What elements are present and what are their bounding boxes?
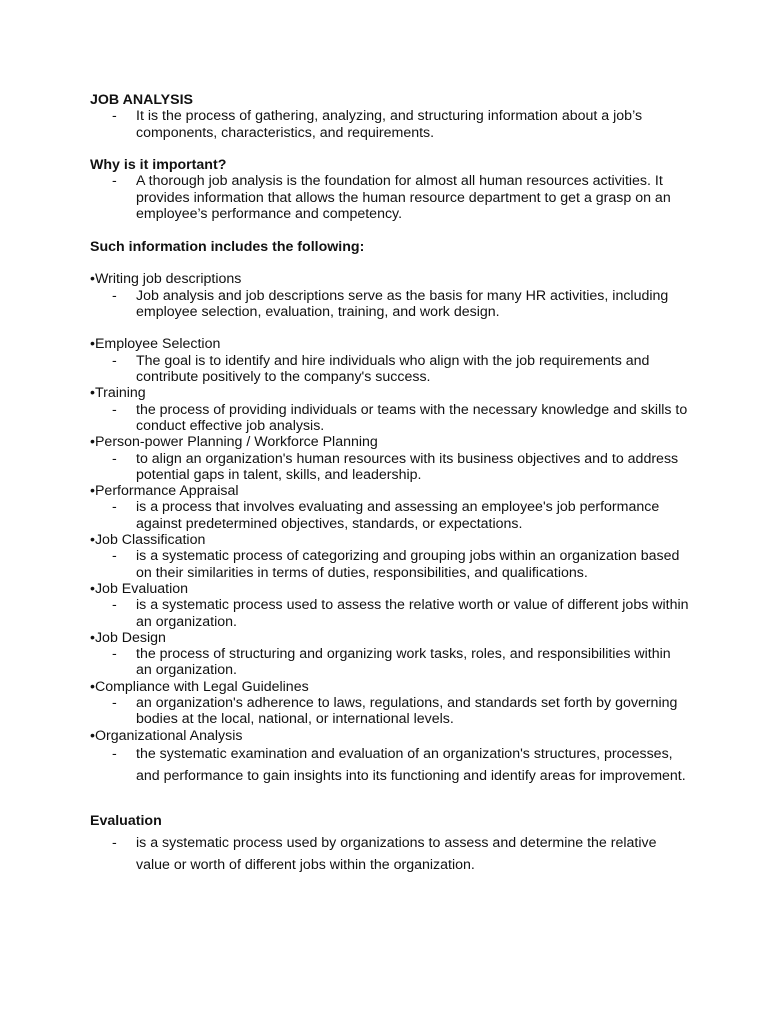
list-item-label: •Job Evaluation: [90, 580, 189, 597]
heading-information-includes: Such information includes the following:: [90, 238, 365, 255]
list-item-description: [90, 499, 690, 532]
list-item-description: [90, 402, 690, 435]
list-item-label: •Writing job descriptions: [90, 271, 242, 288]
list-item-text: the systematic examination and evaluation of an organization's structures, processes, and performance to gain insights into its functioning and identify areas for improvement.: [136, 745, 686, 784]
evaluation-text: is a systematic process used by organizations to assess and determine the relative value or worth of different jobs within the organization.: [136, 834, 657, 873]
dash-marker: -: [112, 597, 117, 614]
list-item-label: •Training: [90, 385, 146, 402]
list-item-label: •Job Classification: [90, 532, 206, 549]
dash-marker: -: [112, 694, 117, 711]
dash-marker: -: [112, 173, 117, 190]
dash-marker: -: [112, 548, 117, 565]
why-important-text: A thorough job analysis is the foundation for almost all human resources activities. It provides information that allows the human resource department to get a grasp on an employee’s performance and competency.: [136, 173, 671, 223]
dash-marker: -: [112, 745, 117, 762]
list-item-description: [90, 744, 690, 787]
list-item-label: •Employee Selection: [90, 336, 221, 353]
list-item-label: •Person-power Planning / Workforce Planning: [90, 434, 378, 451]
dash-marker: -: [112, 646, 117, 663]
list-item-label: •Organizational Analysis: [90, 727, 243, 744]
list-item-description: [90, 646, 690, 679]
list-item-description: [90, 288, 690, 321]
dash-marker: -: [112, 287, 117, 304]
list-item-description: [90, 695, 690, 728]
dash-marker: -: [112, 352, 117, 369]
dash-marker: -: [112, 499, 117, 516]
evaluation-item: [90, 833, 690, 876]
list-item-text: is a systematic process of categorizing and grouping jobs within an organization based on their similarities in terms of duties, responsibilities, and qualifications.: [136, 548, 680, 581]
list-item-label: •Compliance with Legal Guidelines: [90, 678, 309, 695]
list-item-text: an organization's adherence to laws, regulations, and standards set forth by governing bodies at the local, national, or international levels.: [136, 694, 678, 728]
heading-job-analysis: JOB ANALYSIS: [90, 92, 194, 108]
dash-marker: -: [112, 450, 117, 467]
dash-marker: -: [112, 834, 117, 851]
list-item-description: [90, 451, 690, 484]
list-item-text: is a process that involves evaluating and assessing an employee's job performance against predetermined objectives, standards, or expectations.: [136, 499, 660, 532]
list-item-text: The goal is to identify and hire individuals who align with the job requirements and contribute positively to the company's success.: [136, 352, 650, 386]
heading-evaluation: Evaluation: [90, 813, 162, 830]
list-item-text: Job analysis and job descriptions serve as the basis for many HR activities, including employee selection, evaluation, training, and work design.: [136, 287, 669, 320]
list-item-label: •Performance Appraisal: [90, 483, 239, 500]
list-item-text: the process of providing individuals or teams with the necessary knowledge and skills to conduct effective job analysis.: [136, 401, 688, 434]
job-analysis-definition: [90, 108, 690, 141]
why-important-item: [90, 173, 690, 222]
list-item-description: [90, 548, 690, 581]
list-item-description: [90, 353, 690, 386]
dash-marker: -: [112, 108, 117, 125]
list-item-text: the process of structuring and organizing work tasks, roles, and responsibilities within an organization.: [136, 646, 671, 679]
document-page: [90, 92, 690, 876]
list-item-text: to align an organization's human resources with its business objectives and to address potential gaps in talent, skills, and leadership.: [136, 450, 679, 483]
job-analysis-text: It is the process of gathering, analyzing, and structuring information about a job’s components, characteristics, and requirements.: [136, 108, 643, 141]
list-item-description: [90, 597, 690, 630]
heading-why-important: Why is it important?: [90, 157, 227, 174]
dash-marker: -: [112, 401, 117, 418]
list-item-label: •Job Design: [90, 629, 166, 646]
list-item-text: is a systematic process used to assess the relative worth or value of different jobs within an organization.: [136, 597, 689, 630]
